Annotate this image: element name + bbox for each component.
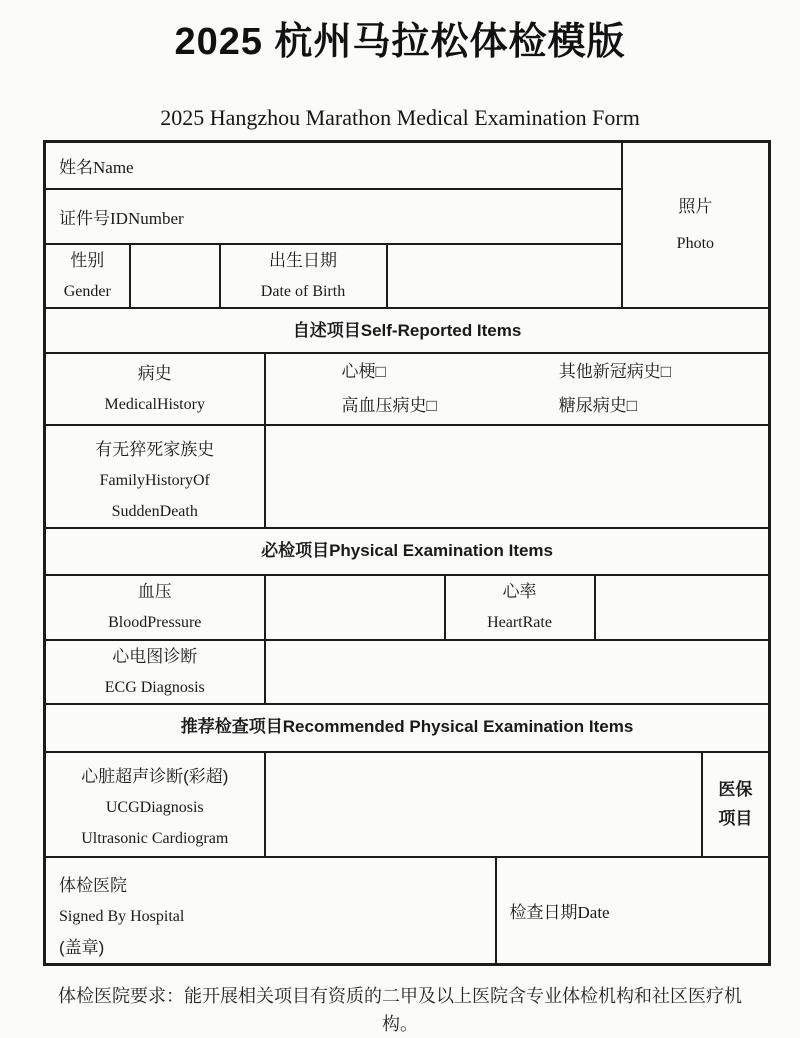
medical-form-table <box>43 140 771 966</box>
ecg-row <box>45 640 770 704</box>
ucg-input-cell[interactable] <box>265 752 702 857</box>
photo-label-zh: 照片 <box>678 196 713 216</box>
checkbox-hypertension-history[interactable]: 高血压病史□ <box>341 395 437 415</box>
family-history-label-en2: SuddenDeath <box>111 502 198 520</box>
name-label: 姓名Name <box>59 157 134 177</box>
dob-input-cell[interactable] <box>387 244 622 308</box>
photo-cell <box>622 142 770 308</box>
medical-history-row <box>45 353 770 425</box>
insurance-label-line2: 项目 <box>718 809 753 828</box>
dob-label-en: Date of Birth <box>260 282 346 300</box>
blood-pressure-input-cell[interactable] <box>265 575 445 640</box>
id-number-label: 证件号IDNumber <box>59 208 184 228</box>
heart-rate-label-cell <box>445 575 595 640</box>
page-subtitle-english: 2025 Hangzhou Marathon Medical Examination Form <box>160 105 640 130</box>
blood-pressure-label-cell <box>45 575 265 640</box>
hospital-requirements-note: 体检医院要求：能开展相关项目有资质的二甲及以上医院含专业体检机构和社区医疗机构。 <box>58 985 742 1034</box>
dob-label-cell <box>220 244 387 308</box>
physical-section-row <box>45 528 770 575</box>
insurance-label-line1: 医保 <box>718 780 753 799</box>
physical-section-header: 必检项目Physical Examination Items <box>45 528 770 575</box>
ucg-label-cell <box>45 752 265 857</box>
medical-history-label-zh: 病史 <box>137 363 172 383</box>
family-history-label-zh: 有无猝死家族史 <box>95 439 215 459</box>
family-history-row <box>45 425 770 528</box>
family-history-label-cell <box>45 425 265 528</box>
self-reported-section-row <box>45 308 770 353</box>
checkbox-other-covid-history[interactable]: 其他新冠病史□ <box>558 361 672 381</box>
recommended-section-header: 推荐检查项目Recommended Physical Examination Items <box>45 704 770 752</box>
ecg-label-cell <box>45 640 265 704</box>
page-title: 2025 杭州马拉松体检模版 <box>174 21 626 63</box>
ucg-label-zh: 心脏超声诊断(彩超) <box>81 766 229 786</box>
ucg-label-en1: UCGDiagnosis <box>105 798 204 816</box>
medical-history-options-cell <box>265 353 770 425</box>
heart-rate-label-en: HeartRate <box>487 614 552 631</box>
ecg-label-zh: 心电图诊断 <box>112 646 198 666</box>
gender-input-cell[interactable] <box>130 244 220 308</box>
gender-label-cell <box>45 244 130 308</box>
id-number-field-cell[interactable] <box>45 189 622 244</box>
hospital-cell[interactable] <box>45 857 496 965</box>
checkbox-diabetes-history[interactable]: 糖尿病史□ <box>558 395 638 415</box>
hospital-date-row <box>45 857 770 965</box>
family-history-label-en1: FamilyHistoryOf <box>99 471 210 489</box>
gender-label-zh: 性别 <box>70 250 105 270</box>
photo-label-en: Photo <box>676 234 715 252</box>
ucg-row <box>45 752 770 857</box>
name-row <box>45 142 770 189</box>
hospital-seal-label: (盖章) <box>59 937 105 957</box>
blood-pressure-label-zh: 血压 <box>137 582 172 601</box>
medical-insurance-item-cell <box>702 752 770 857</box>
dob-label-zh: 出生日期 <box>269 250 337 270</box>
self-reported-section-header: 自述项目Self-Reported Items <box>45 308 770 353</box>
gender-label-en: Gender <box>63 282 111 300</box>
hospital-label-en: Signed By Hospital <box>59 907 185 925</box>
medical-history-label-cell <box>45 353 265 425</box>
checkbox-myocardial-infarction[interactable]: 心梗□ <box>341 361 386 381</box>
heart-rate-label-zh: 心率 <box>502 582 537 601</box>
name-field-cell[interactable] <box>45 142 622 189</box>
hospital-label-zh: 体检医院 <box>59 875 127 895</box>
recommended-section-row <box>45 704 770 752</box>
blood-pressure-label-en: BloodPressure <box>108 614 202 631</box>
family-history-input-cell[interactable] <box>265 425 770 528</box>
exam-date-label: 检查日期Date <box>509 902 610 922</box>
ecg-label-en: ECG Diagnosis <box>104 678 205 696</box>
heart-rate-input-cell[interactable] <box>595 575 770 640</box>
exam-date-cell[interactable] <box>496 857 770 965</box>
ecg-input-cell[interactable] <box>265 640 770 704</box>
ucg-label-en2: Ultrasonic Cardiogram <box>81 829 229 847</box>
medical-history-label-en: MedicalHistory <box>104 395 205 413</box>
bp-hr-row <box>45 575 770 640</box>
